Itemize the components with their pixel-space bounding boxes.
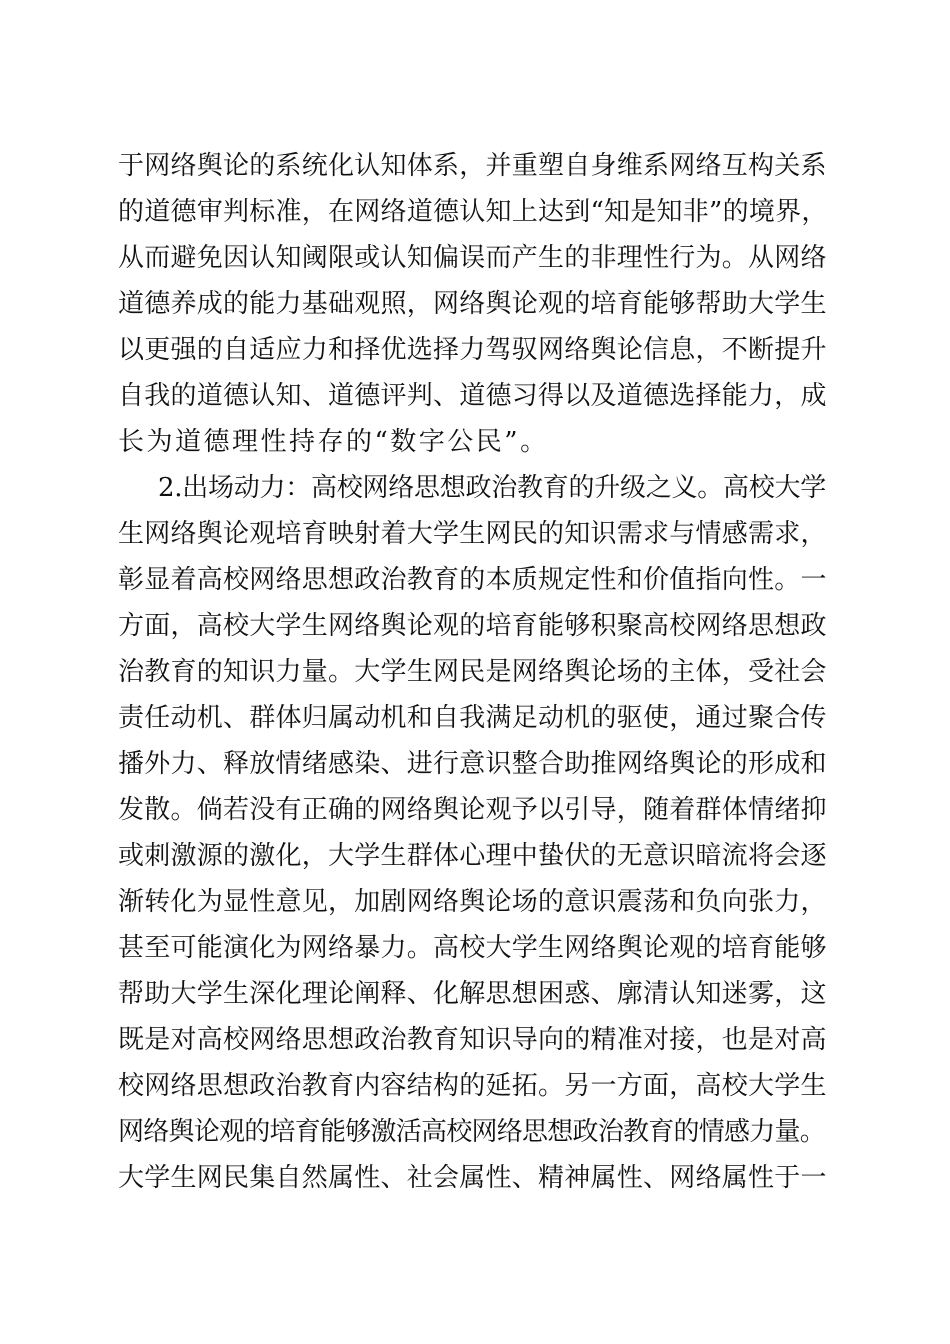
text-line: 网络舆论观的培育能够激活高校网络思想政治教育的情感力量。 bbox=[118, 1117, 826, 1147]
text-line: 渐转化为显性意见，加剧网络舆论场的意识震荡和负向张力， bbox=[118, 887, 827, 917]
text-line: 既是对高校网络思想政治教育知识导向的精准对接，也是对高 bbox=[118, 1025, 827, 1055]
text-line: 以更强的自适应力和择优选择力驾驭网络舆论信息，不断提升 bbox=[118, 335, 827, 365]
text-line: 帮助大学生深化理论阐释、化解思想困惑、廓清认知迷雾，这 bbox=[118, 979, 827, 1009]
section-heading-line: 2.出场动力：高校网络思想政治教育的升级之义。高校大学 bbox=[158, 473, 827, 503]
text-line: 自我的道德认知、道德评判、道德习得以及道德选择能力，成 bbox=[118, 381, 827, 411]
text-line: 甚至可能演化为网络暴力。高校大学生网络舆论观的培育能够 bbox=[118, 933, 827, 963]
body-text bbox=[118, 143, 828, 1201]
text-line: 生网络舆论观培育映射着大学生网民的知识需求与情感需求， bbox=[118, 519, 827, 549]
text-line: 治教育的知识力量。大学生网民是网络舆论场的主体，受社会 bbox=[118, 657, 827, 687]
text-line: 校网络思想政治教育内容结构的延拓。另一方面，高校大学生 bbox=[118, 1071, 827, 1101]
text-line: 从而避免因认知阈限或认知偏误而产生的非理性行为。从网络 bbox=[118, 243, 827, 273]
text-line: 播外力、释放情绪感染、进行意识整合助推网络舆论的形成和 bbox=[118, 749, 827, 779]
text-line: 彰显着高校网络思想政治教育的本质规定性和价值指向性。一 bbox=[118, 565, 827, 595]
text-line: 大学生网民集自然属性、社会属性、精神属性、网络属性于一 bbox=[118, 1163, 827, 1193]
text-line: 责任动机、群体归属动机和自我满足动机的驱使，通过聚合传 bbox=[118, 703, 827, 733]
text-line: 发散。倘若没有正确的网络舆论观予以引导，随着群体情绪抑 bbox=[118, 795, 827, 825]
text-line: 于网络舆论的系统化认知体系，并重塑自身维系网络互构关系 bbox=[118, 151, 827, 181]
text-line: 道德养成的能力基础观照，网络舆论观的培育能够帮助大学生 bbox=[118, 289, 827, 319]
text-line: 方面，高校大学生网络舆论观的培育能够积聚高校网络思想政 bbox=[118, 611, 827, 641]
text-line: 或刺激源的激化，大学生群体心理中蛰伏的无意识暗流将会逐 bbox=[118, 841, 827, 871]
text-line: 的道德审判标准，在网络道德认知上达到“知是知非”的境界， bbox=[118, 197, 828, 227]
text-line: 长为道德理性持存的“数字公民”。 bbox=[118, 427, 549, 457]
